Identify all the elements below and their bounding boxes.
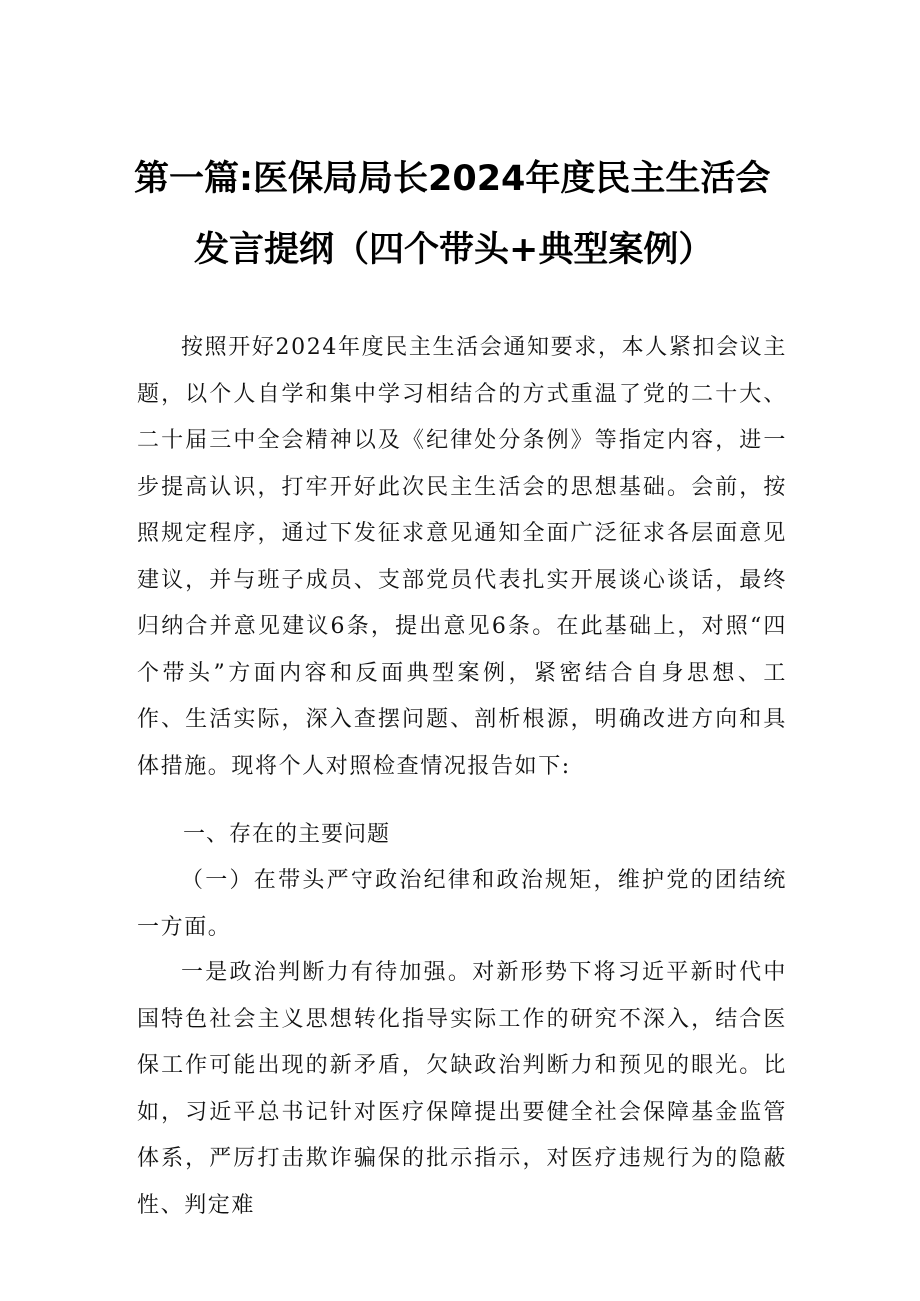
document-title-line-2: 发言提纲（四个带头+典型案例） — [194, 230, 714, 270]
point-one-paragraph: 一是政治判断力有待加强。对新形势下将习近平新时代中国特色社会主义思想转化指导实际工作的研究不深入，结合医保工作可能出现的新矛盾，欠缺政治判断力和预见的眼光。比如，习近平总书记针对医疗保障提出要健全社会保障基金监管体系，严厉打击欺诈骗保的批示指示，对医疗违规行为的隐蔽性、判定难 — [137, 960, 787, 1218]
section-heading: 一、存在的主要问题 — [183, 822, 391, 847]
document-title-line-1: 第一篇:医保局局长2024年度民主生活会 — [134, 159, 771, 199]
subsection-heading: （一）在带头严守政治纪律和政治规矩，维护党的团结统一方面。 — [137, 868, 787, 940]
intro-paragraph: 按照开好2024年度民主生活会通知要求，本人紧扣会议主题，以个人自学和集中学习相结合的方式重温了党的二十大、二十届三中全会精神以及《纪律处分条例》等指定内容，进一步提高认识，打牢开好此次民主生活会的思想基础。会前，按照规定程序，通过下发征求意见通知全面广泛征求各层面意见建议，并与班子成员、支部党员代表扎实开展谈心谈话，最终归纳合并意见建议6条，提出意见6条。在此基础上，对照“四个带头”方面内容和反面典型案例，紧密结合自身思想、工作、生活实际，深入查摆问题、剖析根源，明确改进方向和具体措施。现将个人对照检查情况报告如下: — [137, 335, 787, 779]
